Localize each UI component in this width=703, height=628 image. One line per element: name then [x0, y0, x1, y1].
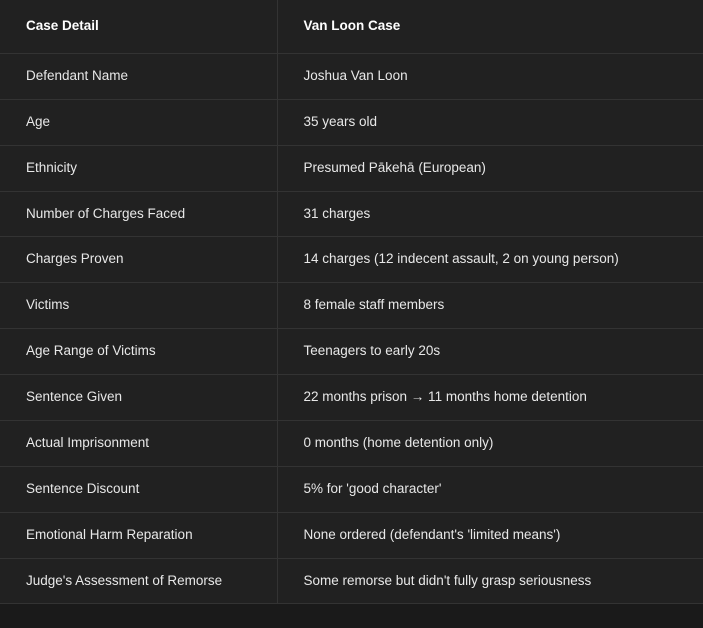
row-value: Joshua Van Loon — [277, 53, 703, 99]
table-row — [0, 99, 703, 145]
row-label: Ethnicity — [0, 145, 277, 191]
table-row — [0, 329, 703, 375]
row-value: 5% for 'good character' — [277, 466, 703, 512]
table-row — [0, 375, 703, 421]
row-label: Age Range of Victims — [0, 329, 277, 375]
row-value: 31 charges — [277, 191, 703, 237]
row-label: Sentence Given — [0, 375, 277, 421]
column-header-case-detail: Case Detail — [0, 0, 277, 53]
table-header-row — [0, 0, 703, 53]
table-row — [0, 237, 703, 283]
row-value: Teenagers to early 20s — [277, 329, 703, 375]
row-value: Presumed Pākehā (European) — [277, 145, 703, 191]
table-row — [0, 145, 703, 191]
row-label: Sentence Discount — [0, 466, 277, 512]
table-row — [0, 191, 703, 237]
row-value: Some remorse but didn't fully grasp seriousness — [277, 558, 703, 604]
row-value: 14 charges (12 indecent assault, 2 on young person) — [277, 237, 703, 283]
row-label: Defendant Name — [0, 53, 277, 99]
table-row — [0, 283, 703, 329]
row-label: Age — [0, 99, 277, 145]
table-body — [0, 53, 703, 604]
bottom-spacer — [0, 604, 703, 626]
column-header-van-loon-case: Van Loon Case — [277, 0, 703, 53]
table-row — [0, 53, 703, 99]
table-row — [0, 558, 703, 604]
row-value: None ordered (defendant's 'limited means') — [277, 512, 703, 558]
row-value: 35 years old — [277, 99, 703, 145]
row-label: Actual Imprisonment — [0, 420, 277, 466]
row-label: Victims — [0, 283, 277, 329]
row-label: Number of Charges Faced — [0, 191, 277, 237]
table-row — [0, 420, 703, 466]
table-row — [0, 512, 703, 558]
row-label: Charges Proven — [0, 237, 277, 283]
row-value: 8 female staff members — [277, 283, 703, 329]
table-row — [0, 466, 703, 512]
table-header — [0, 0, 703, 53]
row-label: Emotional Harm Reparation — [0, 512, 277, 558]
row-value: 22 months prison → 11 months home detention — [277, 375, 703, 421]
row-value: 0 months (home detention only) — [277, 420, 703, 466]
row-label: Judge's Assessment of Remorse — [0, 558, 277, 604]
